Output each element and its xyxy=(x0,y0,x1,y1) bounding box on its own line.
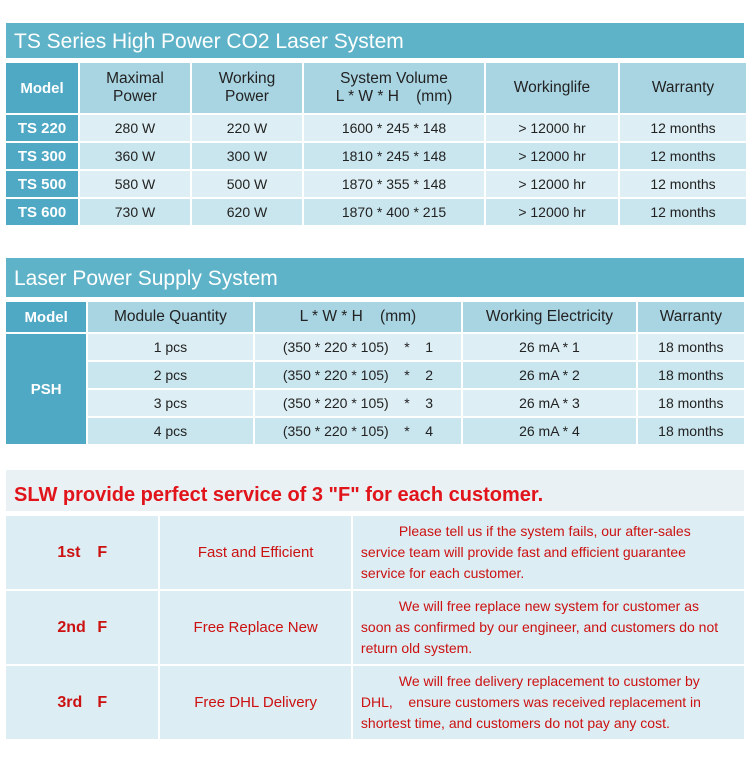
psu-warranty-cell: 18 months xyxy=(638,362,744,388)
ts-volume-cell: 1810 * 245 * 148 xyxy=(304,143,484,169)
psu-dims-cell: (350 * 220 * 105) * 3 xyxy=(255,390,462,416)
psu-title: Laser Power Supply System xyxy=(6,258,744,300)
ts-model-cell: TS 300 xyxy=(6,143,78,169)
ts-warranty-cell: 12 months xyxy=(620,171,746,197)
table-row xyxy=(6,115,746,141)
ts-working-power-cell: 220 W xyxy=(192,115,302,141)
table-row xyxy=(6,591,744,664)
ts-header-max-power: Maximal Power xyxy=(80,63,190,113)
psu-dims-cell: (350 * 220 * 105) * 2 xyxy=(255,362,462,388)
service-name-cell: Free Replace New xyxy=(160,591,351,664)
psu-header-model: Model xyxy=(6,302,86,332)
service-desc-cell: Please tell us if the system fails, our after-sales service team will provide fast and efficient guarantee service for each customer. xyxy=(353,516,744,589)
ts-max-power-cell: 360 W xyxy=(80,143,190,169)
ts-working-power-cell: 620 W xyxy=(192,199,302,225)
ts-header-volume: System Volume L * W * H (mm) xyxy=(304,63,484,113)
service-desc-cell: We will free replace new system for customer as soon as confirmed by our engineer, and customers do not return old system. xyxy=(353,591,744,664)
psu-header-electricity: Working Electricity xyxy=(463,302,635,332)
psu-table xyxy=(4,300,746,446)
table-row xyxy=(6,390,744,416)
ts-volume-cell: 1870 * 400 * 215 xyxy=(304,199,484,225)
table-row xyxy=(6,143,746,169)
table-row xyxy=(6,362,744,388)
service-name-cell: Fast and Efficient xyxy=(160,516,351,589)
ts-working-power-cell: 500 W xyxy=(192,171,302,197)
psu-dims-cell: (350 * 220 * 105) * 1 xyxy=(255,334,462,360)
psu-quantity-cell: 4 pcs xyxy=(88,418,252,444)
ts-volume-cell: 1600 * 245 * 148 xyxy=(304,115,484,141)
ts-workinglife-cell: > 12000 hr xyxy=(486,171,618,197)
service-number-cell: 3rd F xyxy=(6,666,158,739)
table-row xyxy=(6,171,746,197)
psu-model-cell: PSH xyxy=(6,334,86,444)
ts-max-power-cell: 280 W xyxy=(80,115,190,141)
ts-model-cell: TS 600 xyxy=(6,199,78,225)
psu-electricity-cell: 26 mA * 2 xyxy=(463,362,635,388)
ts-header-warranty: Warranty xyxy=(620,63,746,113)
service-desc-cell: We will free delivery replacement to customer by DHL, ensure customers was received replacement in shortest time, and customers do not pay any cost. xyxy=(353,666,744,739)
ts-warranty-cell: 12 months xyxy=(620,115,746,141)
ts-series-table xyxy=(4,61,748,227)
psu-header-warranty: Warranty xyxy=(638,302,744,332)
ts-header-workinglife: Workinglife xyxy=(486,63,618,113)
ts-workinglife-cell: > 12000 hr xyxy=(486,115,618,141)
service-title: SLW provide perfect service of 3 "F" for each customer. xyxy=(6,470,744,514)
ts-model-cell: TS 500 xyxy=(6,171,78,197)
service-number-cell: 1st F xyxy=(6,516,158,589)
psu-dims-cell: (350 * 220 * 105) * 4 xyxy=(255,418,462,444)
ts-series-title: TS Series High Power CO2 Laser System xyxy=(6,23,744,61)
psu-quantity-cell: 1 pcs xyxy=(88,334,252,360)
table-row xyxy=(6,666,744,739)
psu-quantity-cell: 3 pcs xyxy=(88,390,252,416)
psu-electricity-cell: 26 mA * 4 xyxy=(463,418,635,444)
ts-workinglife-cell: > 12000 hr xyxy=(486,143,618,169)
ts-header-model: Model xyxy=(6,63,78,113)
ts-workinglife-cell: > 12000 hr xyxy=(486,199,618,225)
table-row xyxy=(6,199,746,225)
ts-header-row xyxy=(6,63,746,113)
psu-warranty-cell: 18 months xyxy=(638,334,744,360)
ts-series-section xyxy=(6,23,744,227)
ts-warranty-cell: 12 months xyxy=(620,143,746,169)
ts-model-cell: TS 220 xyxy=(6,115,78,141)
service-section xyxy=(6,470,744,741)
ts-header-working-power: Working Power xyxy=(192,63,302,113)
psu-header-row xyxy=(6,302,744,332)
psu-quantity-cell: 2 pcs xyxy=(88,362,252,388)
psu-header-dims: L * W * H (mm) xyxy=(255,302,462,332)
ts-max-power-cell: 580 W xyxy=(80,171,190,197)
table-row xyxy=(6,334,744,360)
ts-volume-cell: 1870 * 355 * 148 xyxy=(304,171,484,197)
ts-max-power-cell: 730 W xyxy=(80,199,190,225)
psu-electricity-cell: 26 mA * 1 xyxy=(463,334,635,360)
psu-warranty-cell: 18 months xyxy=(638,418,744,444)
psu-warranty-cell: 18 months xyxy=(638,390,744,416)
ts-working-power-cell: 300 W xyxy=(192,143,302,169)
psu-section xyxy=(6,258,744,446)
psu-header-quantity: Module Quantity xyxy=(88,302,252,332)
service-name-cell: Free DHL Delivery xyxy=(160,666,351,739)
table-row xyxy=(6,418,744,444)
table-row xyxy=(6,516,744,589)
ts-warranty-cell: 12 months xyxy=(620,199,746,225)
psu-electricity-cell: 26 mA * 3 xyxy=(463,390,635,416)
service-table xyxy=(4,514,746,741)
service-number-cell: 2nd F xyxy=(6,591,158,664)
